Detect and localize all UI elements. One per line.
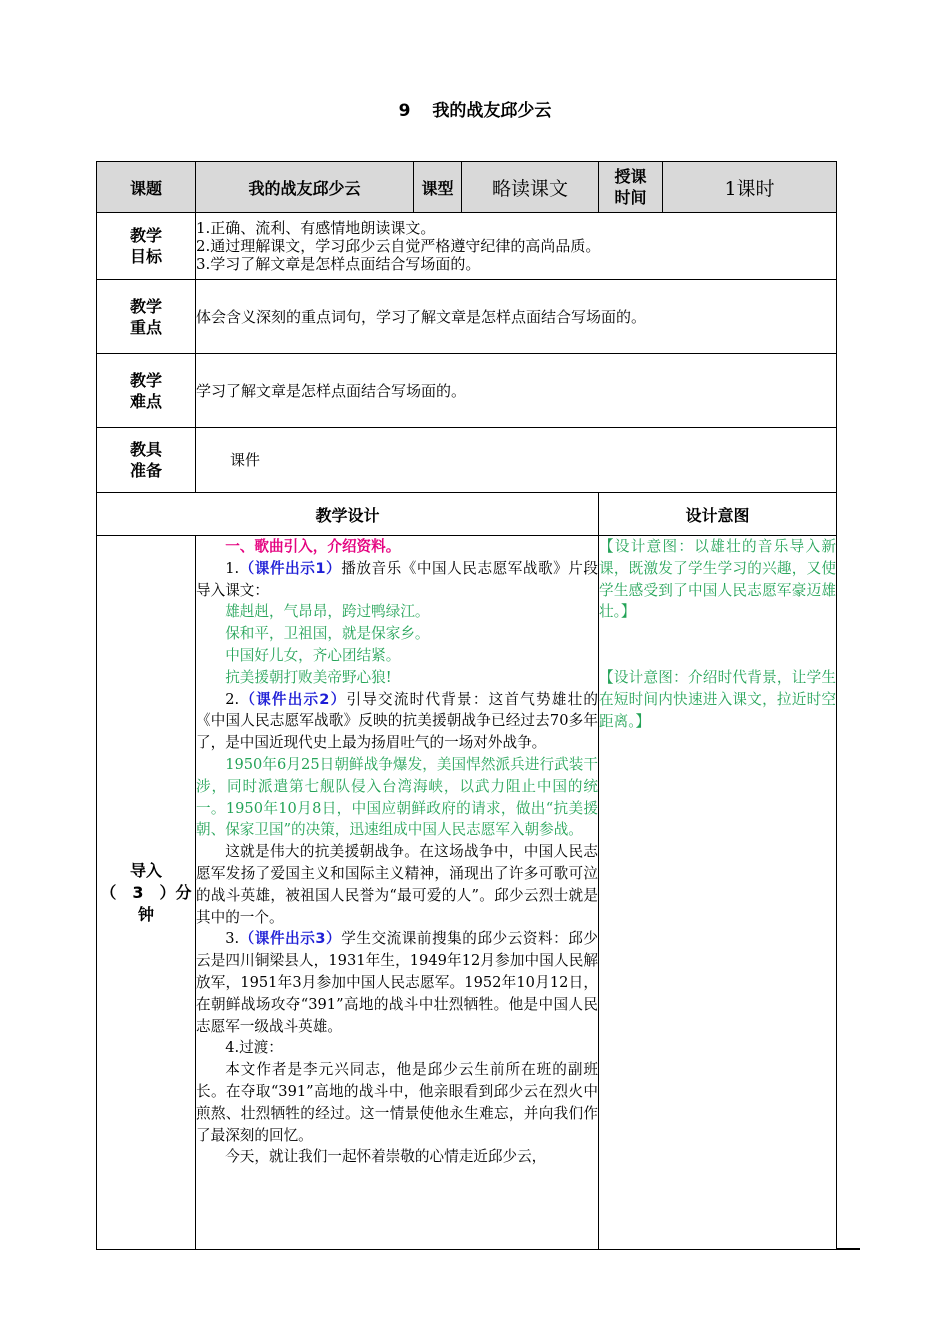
difficulty-label-line2: 难点 xyxy=(129,391,162,411)
lesson-title: 我的战友邱少云 xyxy=(432,101,552,121)
author-paragraph: 本文作者是李元兴同志，他是邱少云生前所在班的副班长。在夺取“391”高地的战斗中，他亲眼看到邱少云在烈火中煎熬、壮烈牺牲的经过。这一情景使他永生难忘，并向我们作了最深刻的回忆。 xyxy=(196,1061,598,1144)
intro-stage-row xyxy=(97,536,837,1250)
tools-label-line1: 教具 xyxy=(129,440,162,459)
war-paragraph: 这就是伟大的抗美援朝战争。在这场战争中，中国人民志愿军发扬了爱国主义和国际主义精神，涌现出了许多可歌可泣的战斗英雄，被祖国人民誉为“最可爱的人”。邱少云烈士就是其中的一个。 xyxy=(196,843,598,926)
lesson-number: 9 xyxy=(398,101,411,121)
difficulty-label-line1: 教学 xyxy=(129,370,162,390)
design-label: 教学设计 xyxy=(97,493,599,536)
keypoints-content: 体会含义深刻的重点词句，学习了解文章是怎样点面结合写场面的。 xyxy=(196,280,837,354)
hours-label-line1: 授课 xyxy=(614,167,647,186)
keypoints-label-line2: 重点 xyxy=(129,317,162,337)
header-row xyxy=(97,162,837,213)
topic-label: 课题 xyxy=(97,162,196,213)
goals-content xyxy=(196,213,837,280)
tools-row xyxy=(97,428,837,493)
difficulty-label xyxy=(97,354,196,428)
song-line: 雄赳赳，气昂昂，跨过鸭绿江。 xyxy=(225,603,430,621)
today-paragraph: 今天，就让我们一起怀着崇敬的心情走近邱少云， xyxy=(225,1148,547,1166)
step-1-text: 播放音乐《中国人民志愿军战歌》片段导入课文： xyxy=(196,559,598,599)
table-edge-line xyxy=(836,1248,860,1250)
goals-label xyxy=(97,213,196,280)
goal-item: 2.通过理解课文，学习邱少云自觉严格遵守纪律的高尚品质。 xyxy=(196,237,601,255)
keypoints-label-line1: 教学 xyxy=(129,296,162,316)
stage-line1: 导入 xyxy=(129,860,162,880)
section-heading: 一、歌曲引入，介绍资料。 xyxy=(225,538,401,555)
goal-item: 3.学习了解文章是怎样点面结合写场面的。 xyxy=(196,255,481,273)
stage-line2: （ 3 ）分 xyxy=(100,882,192,902)
difficulty-row xyxy=(97,354,837,428)
step-3-text: 学生交流课前搜集的邱少云资料：邱少云是四川铜梁县人，1931年生，1949年12月参加中国人民解放军，1951年3月参加中国人民志愿军。1952年10月12日，在朝鲜战场攻夺“391”高地的战斗中壮烈牺牲。他是中国人民志愿军一级战斗英雄。 xyxy=(196,930,598,1035)
step-2 xyxy=(196,689,598,754)
courseware-tag: （课件出示1） xyxy=(239,559,342,577)
page-title xyxy=(0,96,950,121)
intent-label: 设计意图 xyxy=(599,493,837,536)
step-4: 4.过渡： xyxy=(225,1039,283,1057)
tools-label-line2: 准备 xyxy=(129,461,162,480)
intent-content xyxy=(599,536,837,1250)
goals-label-line2: 目标 xyxy=(129,247,162,266)
hours-value: 1课时 xyxy=(663,162,837,213)
type-value: 略读课文 xyxy=(462,162,599,213)
stage-label xyxy=(97,536,196,1250)
intent-note: 【设计意图：介绍时代背景，让学生在短时间内快速进入课文，拉近时空距离。】 xyxy=(599,669,836,730)
goals-row xyxy=(97,213,837,280)
hours-label-line2: 时间 xyxy=(614,188,647,207)
step-2-prefix: 2. xyxy=(225,690,240,708)
song-line: 中国好儿女，齐心团结紧。 xyxy=(225,646,401,664)
song-line: 保和平，卫祖国，就是保家乡。 xyxy=(225,625,430,643)
history-paragraph: 1950年6月25日朝鲜战争爆发，美国悍然派兵进行武装干涉，同时派遣第七舰队侵入台湾海峡，以武力阻止中国的统一。1950年10月8日，中国应朝鲜政府的请求，做出“抗美援朝、保家卫国”的决策，迅速组成中国人民志愿军入朝参战。 xyxy=(196,755,598,839)
stage-line3: 钟 xyxy=(137,904,154,924)
keypoints-row xyxy=(97,280,837,354)
goal-item: 1.正确、流利、有感情地朗读课文。 xyxy=(196,219,436,237)
difficulty-content: 学习了解文章是怎样点面结合写场面的。 xyxy=(196,354,837,428)
step-2-text: 引导交流时代背景：这首气势雄壮的《中国人民志愿军战歌》反映的抗美援朝战争已经过去70多年了，是中国近现代史上最为扬眉吐气的一场对外战争。 xyxy=(196,690,598,752)
lesson-plan-table xyxy=(96,161,837,1250)
tools-label xyxy=(97,428,196,493)
step-1 xyxy=(196,558,598,602)
courseware-tag: （课件出示3） xyxy=(239,930,342,948)
step-3 xyxy=(196,928,598,1037)
step-1-prefix: 1. xyxy=(225,559,240,577)
type-label: 课型 xyxy=(414,162,462,213)
intent-note: 【设计意图：以雄壮的音乐导入新课，既激发了学生学习的兴趣，又使学生感受到了中国人民志愿军豪迈雄壮。】 xyxy=(599,538,836,621)
keypoints-label xyxy=(97,280,196,354)
lesson-content xyxy=(196,536,599,1250)
tools-content: 课件 xyxy=(196,428,837,493)
hours-label xyxy=(599,162,663,213)
song-line: 抗美援朝打败美帝野心狼! xyxy=(225,668,392,686)
courseware-tag: （课件出示2） xyxy=(239,690,347,708)
step-3-prefix: 3. xyxy=(225,930,240,948)
goals-label-line1: 教学 xyxy=(129,226,162,245)
topic-value: 我的战友邱少云 xyxy=(196,162,414,213)
design-header-row xyxy=(97,493,837,536)
